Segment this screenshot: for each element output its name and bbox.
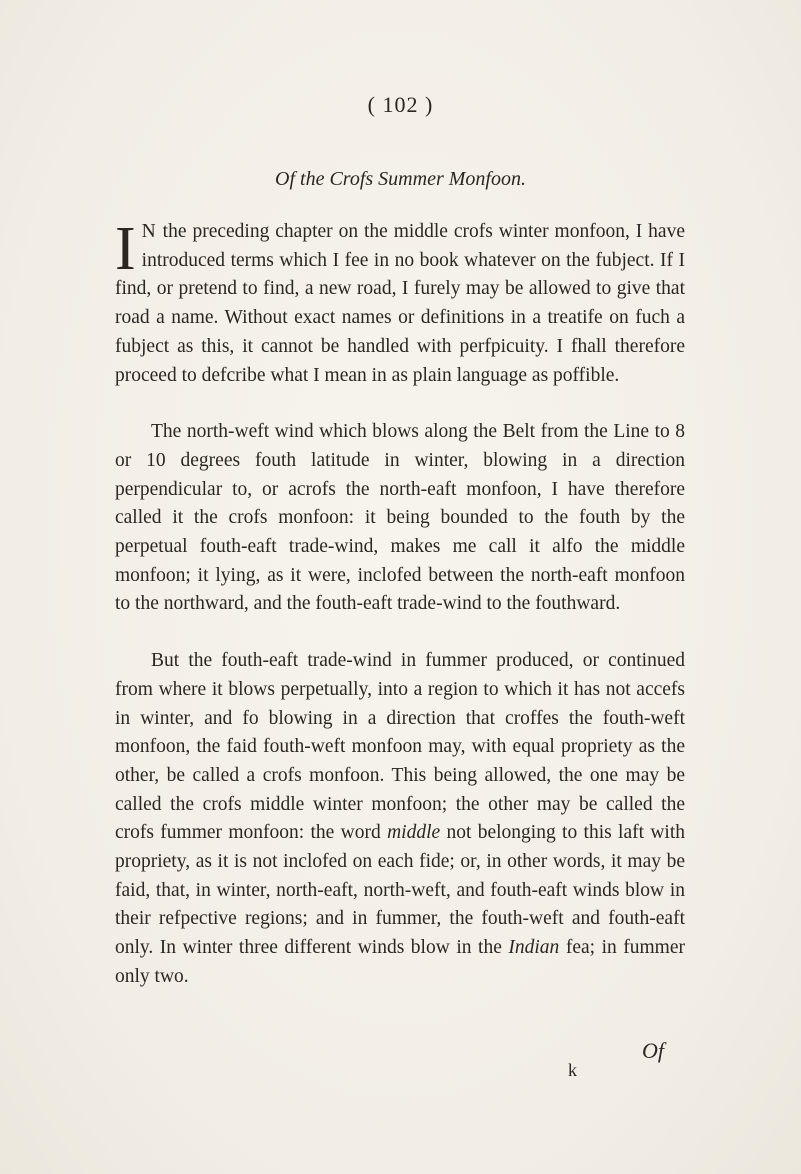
paragraph-1-first-word: N [141, 221, 157, 242]
paragraph-1 [115, 215, 685, 390]
paragraph-3-part-1: But the fouth-eaft trade-wind in fummer produced, or continued from where it blows perpetually, into a region to which it has not accefs in winter, and fo blowing in a direction that croffes the fouth-weft monfoon, the faid fouth-weft monfoon may, with equal propriety as the other, be called a crofs monfoon. This being allowed, the one may be called the crofs middle winter monfoon; the other may be called the crofs fummer monfoon: the word [115, 650, 685, 844]
paragraph-1-text: the preceding chapter on the middle crofs winter monfoon, I have introduced terms which I fee in no book whatever on the fubject. If I find, or pretend to find, a new road, I furely may be allowed to give that road a name. Without exact names or definitions in a treatife on fuch a fubject as this, it cannot be handled with perfpicuity. I fhall therefore proceed to defcribe what I mean in as plain language as poffible. [115, 221, 685, 386]
chapter-heading: Of the Crofs Summer Monfoon. [275, 168, 526, 190]
paragraph-3-italic-indian: Indian [508, 937, 560, 959]
page-number: ( 102 ) [367, 92, 434, 117]
signature-mark: k [568, 1060, 577, 1080]
paragraph-3-italic-middle: middle [387, 822, 441, 844]
paragraph-3 [115, 647, 685, 991]
body-text [115, 215, 686, 1020]
paragraph-3-part-2: not belonging to this laft with propriety, as it is not inclofed on each fide; or, in other words, it may be faid, that, in winter, north-eaft, north-weft, and fouth-eaft winds blow in their refpective regions; and in fummer, the fouth-weft and fouth-eaft only. In winter three different winds blow in the [115, 822, 686, 959]
drop-cap: I [115, 215, 136, 283]
paragraph-3-part-3: fea; in fummer only two. [115, 937, 685, 987]
paragraph-2: The north-weft wind which blows along the Belt from the Line to 8 or 10 degrees fouth latitude in winter, blowing in a direction perpendicular to, or acrofs the north-eaft monfoon, I have therefore called it the crofs monfoon: it being bounded to the fouth by the perpetual fouth-eaft trade-wind, makes me call it alfo the middle monfoon; it lying, as it were, inclofed between the north-eaft monfoon to the northward, and the fouth-eaft trade-wind to the fouthward. [115, 421, 685, 615]
catchword: Of [642, 1038, 664, 1063]
